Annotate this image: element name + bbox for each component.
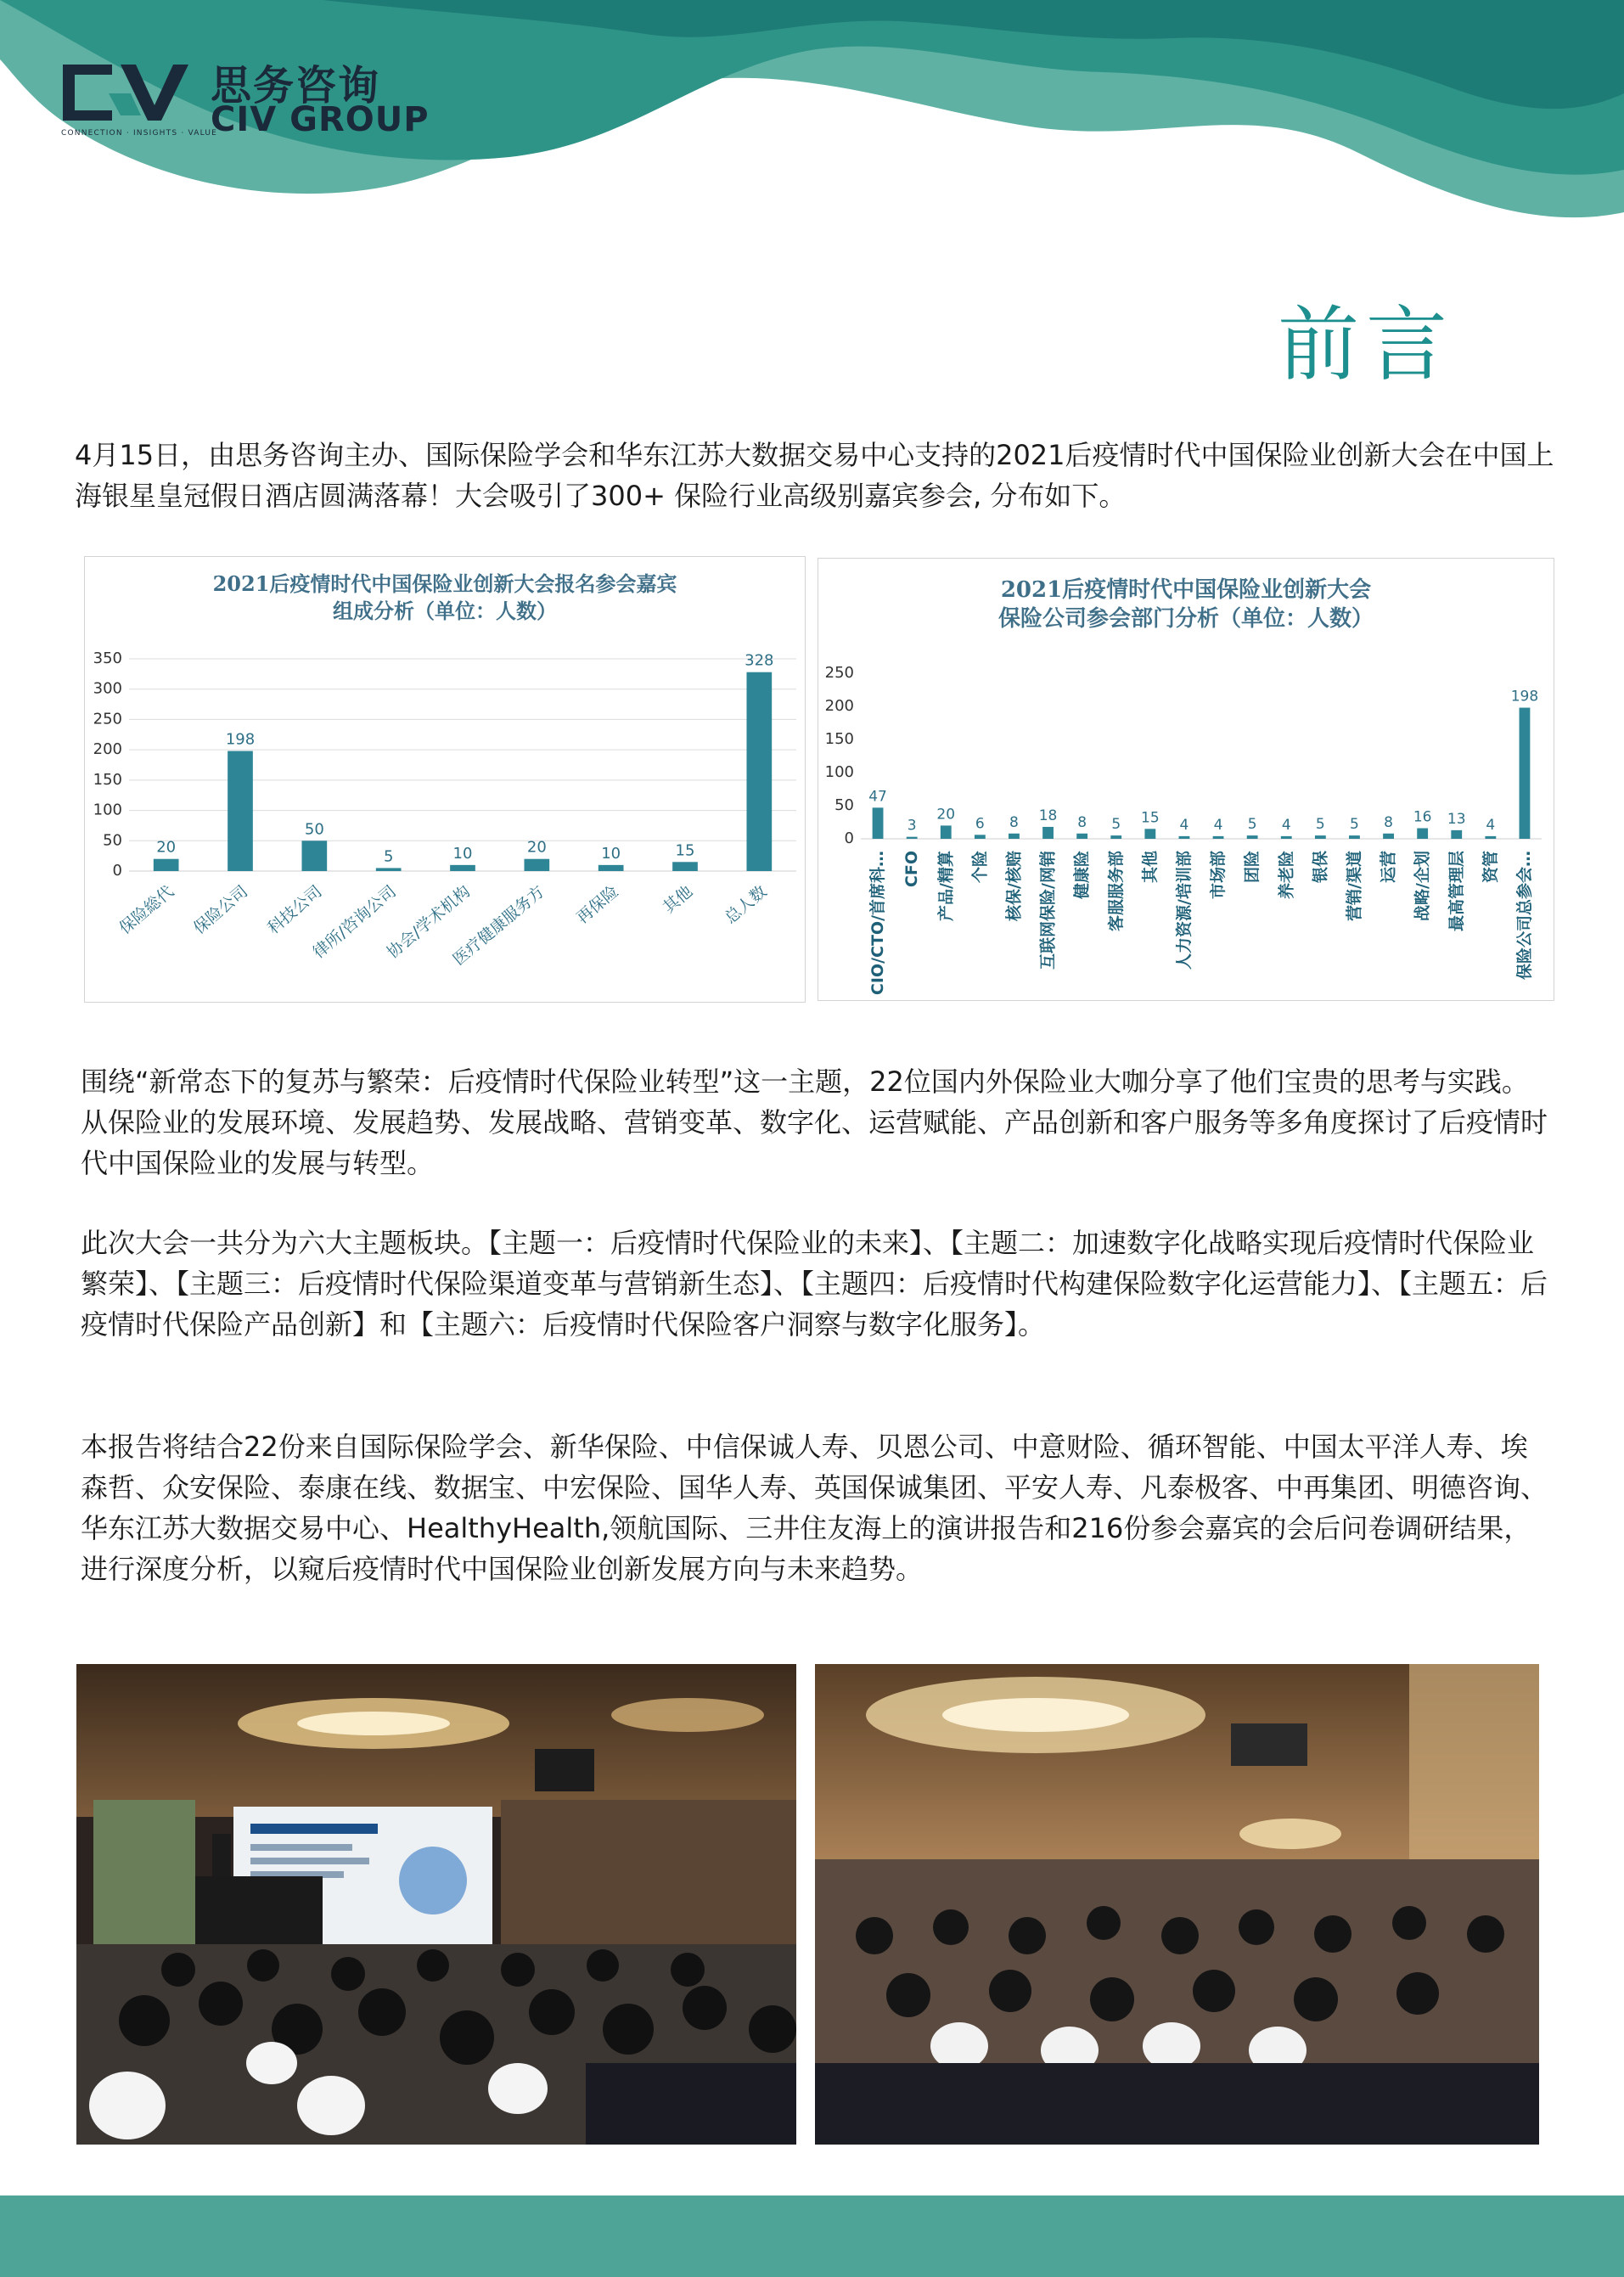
- category-label: CIO/CTO/首席科…: [868, 851, 888, 996]
- y-tick-label: 250: [824, 664, 854, 682]
- data-label: 13: [1447, 810, 1466, 828]
- data-label: 5: [1111, 816, 1121, 834]
- department-analysis-chart-svg: [818, 559, 1554, 1000]
- category-label: 保险公司: [189, 881, 252, 938]
- chart-subtitle: 组成分析（单位：人数）: [333, 599, 557, 623]
- chart-bar: [450, 865, 475, 871]
- chart-bar: [154, 859, 179, 871]
- data-label: 8: [1384, 813, 1393, 831]
- chart-bar: [975, 835, 986, 839]
- data-label: 198: [1510, 688, 1539, 706]
- category-label: 团险: [1243, 851, 1262, 884]
- chart-bar: [907, 837, 918, 839]
- chart-bar: [672, 862, 698, 871]
- data-label: 4: [1281, 816, 1291, 834]
- category-label: 营销/渠道: [1345, 851, 1364, 921]
- category-label: 科技公司: [264, 881, 326, 938]
- topics-paragraph: 此次大会一共分为六大主题板块。【主题一：后疫情时代保险业的未来】、【主题二：加速数字化战略实现后疫情时代保险业繁荣】、【主题三：后疫情时代保险渠道变革与营销新生态】、【主题四：后疫情时代构建保险数字化运营能力】、【主题五：后疫情时代保险产品创新】和【主题六：后疫情时代保险客户洞察与数字化服务】。: [81, 1227, 1548, 1341]
- chart-bar: [1485, 836, 1496, 839]
- chart-bar: [1247, 835, 1258, 839]
- chart-bar: [1213, 836, 1224, 839]
- data-label: 20: [936, 806, 956, 824]
- category-label: 保险公司总参会…: [1514, 851, 1534, 981]
- y-tick-label: 100: [824, 763, 854, 781]
- page-title: 前言: [1278, 297, 1454, 392]
- data-label: 20: [156, 838, 177, 857]
- category-label: 产品/精算: [936, 851, 956, 921]
- civ-logo-icon: [59, 59, 195, 126]
- category-label: 总人数: [721, 881, 771, 928]
- chart-title: 2021后疫情时代中国保险业创新大会: [1000, 577, 1372, 603]
- chart-title: 2021后疫情时代中国保险业创新大会报名参会嘉宾: [212, 571, 677, 596]
- data-label: 18: [1038, 807, 1058, 824]
- y-tick-label: 200: [824, 697, 854, 715]
- y-tick-label: 350: [93, 649, 122, 667]
- chart-bar: [524, 859, 549, 871]
- chart-bar: [598, 865, 624, 871]
- data-label: 15: [1141, 809, 1160, 827]
- chart-bar: [1417, 829, 1428, 839]
- department-analysis-chart: [818, 558, 1554, 1001]
- category-label: 律所/咨询公司: [309, 881, 400, 963]
- chart-bar: [941, 825, 952, 839]
- y-tick-label: 100: [93, 801, 122, 819]
- category-label: 个险: [970, 851, 990, 884]
- data-label: 3: [907, 817, 917, 835]
- chart-bar: [1179, 836, 1190, 839]
- chart-bar: [1281, 836, 1292, 839]
- y-tick-label: 200: [93, 740, 122, 759]
- chart-bar: [1349, 835, 1360, 839]
- data-label: 47: [868, 788, 887, 806]
- chart-bar: [1110, 835, 1121, 839]
- logo-tagline: CONNECTION · INSIGHTS · VALUE: [61, 129, 218, 138]
- y-tick-label: 0: [112, 862, 122, 880]
- chart-bar: [1315, 835, 1326, 839]
- data-label: 8: [1077, 813, 1087, 831]
- data-label: 6: [975, 815, 985, 833]
- chart-bar: [228, 751, 253, 871]
- chart-bar: [1042, 827, 1054, 839]
- conference-photo-audience-image: [815, 1664, 1539, 2145]
- category-label: 养老险: [1277, 851, 1296, 900]
- data-label: 16: [1413, 808, 1432, 826]
- data-label: 198: [225, 730, 256, 749]
- y-tick-label: 150: [93, 770, 122, 789]
- data-label: 5: [1315, 816, 1325, 834]
- category-label: 最高管理层: [1447, 851, 1466, 932]
- category-label: 人力资源/培训部: [1174, 851, 1194, 970]
- intro-paragraph: 4月15日，由思务咨询主办、国际保险学会和华东江苏大数据交易中心支持的2021后疫情时代中国保险业创新大会在中国上海银星皇冠假日酒店圆满落幕！大会吸引了300+ 保险行业高级别嘉宾参会, 分布如下。: [75, 439, 1554, 512]
- chart-bar: [1009, 834, 1020, 839]
- data-label: 50: [304, 820, 324, 839]
- category-label: 健康险: [1072, 851, 1092, 900]
- footer-bar: [0, 2195, 1624, 2277]
- category-label: 市场部: [1209, 851, 1228, 900]
- category-label: 运营: [1379, 851, 1398, 884]
- chart-bar: [873, 807, 884, 839]
- data-label: 5: [383, 847, 394, 866]
- logo-name-cn: 思务咨询: [211, 62, 381, 110]
- y-tick-label: 250: [93, 710, 122, 728]
- data-label: 8: [1009, 813, 1019, 831]
- data-label: 5: [1247, 816, 1257, 834]
- category-label: 协会/学术机构: [383, 881, 475, 963]
- chart-bar: [1144, 829, 1155, 839]
- category-label: 其他: [659, 881, 697, 918]
- category-label: 再保险: [573, 881, 622, 928]
- report-paragraph: 本报告将结合22份来自国际保险学会、新华保险、中信保诚人寿、贝恩公司、中意财险、循环智能、中国太平洋人寿、埃森哲、众安保险、泰康在线、数据宝、中宏保险、国华人寿、英国保诚集团、平安人寿、凡泰极客、中再集团、明德咨询、华东江苏大数据交易中心、HealthyHealth,领航国际、三井住友海上的演讲报告和216份参会嘉宾的会后问卷调研结果，进行深度分析，以窥后疫情时代中国保险业创新发展方向与未来趋势。: [81, 1431, 1548, 1585]
- data-label: 5: [1350, 816, 1359, 834]
- chart-bar: [1451, 830, 1462, 839]
- brand-logo: [59, 53, 433, 146]
- category-label: 其他: [1140, 851, 1160, 884]
- logo-name-en: CIV GROUP: [211, 100, 430, 139]
- data-label: 4: [1486, 816, 1496, 834]
- category-label: 战略/企划: [1413, 851, 1432, 921]
- attendee-composition-chart-svg: [85, 557, 805, 1002]
- y-tick-label: 0: [844, 829, 854, 847]
- y-tick-label: 300: [93, 679, 122, 698]
- data-label: 328: [745, 651, 774, 670]
- category-label: 互联网保险/网销: [1038, 851, 1058, 970]
- category-label: 资管: [1481, 851, 1500, 884]
- data-label: 15: [675, 841, 695, 860]
- category-label: 客服服务部: [1106, 851, 1126, 932]
- attendee-composition-chart: [84, 556, 806, 1003]
- category-label: CFO: [902, 851, 922, 888]
- data-label: 10: [452, 844, 473, 863]
- chart-bar: [1383, 834, 1394, 839]
- conference-photo-audience: [815, 1664, 1539, 2145]
- category-label: 核保/核赔: [1004, 851, 1024, 921]
- conference-photo-stage: [76, 1664, 796, 2145]
- conference-photo-stage-image: [76, 1664, 796, 2145]
- category-label: 银保: [1311, 851, 1330, 884]
- data-label: 20: [526, 838, 547, 857]
- data-label: 4: [1179, 816, 1189, 834]
- y-tick-label: 50: [834, 796, 854, 814]
- data-label: 10: [601, 844, 621, 863]
- data-label: 4: [1213, 816, 1223, 834]
- y-tick-label: 50: [103, 831, 122, 850]
- chart-bar: [301, 841, 327, 871]
- category-label: 医疗健康服务方: [449, 881, 548, 970]
- chart-subtitle: 保险公司参会部门分析（单位：人数）: [997, 606, 1374, 632]
- chart-bar: [376, 868, 402, 871]
- chart-bar: [1076, 834, 1087, 839]
- chart-bar: [746, 672, 772, 871]
- category-label: 保险総代: [115, 881, 177, 938]
- y-tick-label: 150: [824, 730, 854, 748]
- theme-paragraph: 围绕“新常态下的复苏与繁荣：后疫情时代保险业转型”这一主题，22位国内外保险业大咖分享了他们宝贵的思考与实践。从保险业的发展环境、发展趋势、发展战略、营销变革、数字化、运营赋能、产品创新和客户服务等多角度探讨了后疫情时代中国保险业的发展与转型。: [81, 1065, 1548, 1179]
- chart-bar: [1520, 708, 1531, 839]
